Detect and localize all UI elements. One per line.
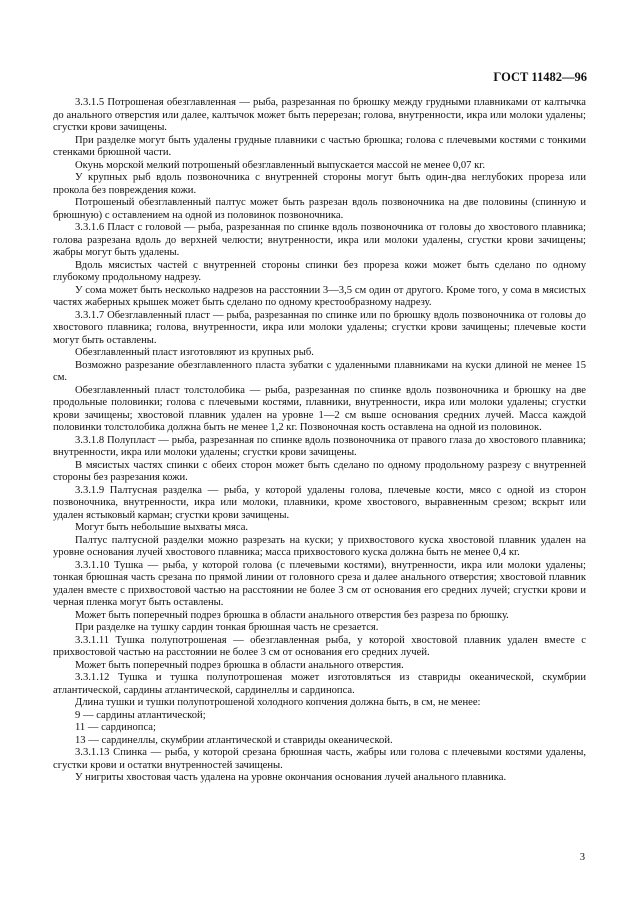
paragraph: 3.3.1.11 Тушка полупотрошеная — обезглавленная рыба, у которой хвостовой плавник удален вместе с прихвостовой частью на расстоянии не более 3 см от основания его средних лучей. (53, 634, 586, 658)
paragraph: У крупных рыб вдоль позвоночника с внутренней стороны могут быть один-два неглубоких прореза или прокола без повреждения кожи. (53, 172, 586, 196)
paragraph: У нигриты хвостовая часть удалена на уровне окончания основания лучей анального плавника. (75, 772, 507, 783)
paragraph: Может быть поперечный подрез брюшка в области анального отверстия. (75, 659, 404, 671)
paragraph: Окунь морской мелкий потрошеный обезглавленный выпускается массой не менее 0,07 кг. (75, 159, 486, 171)
paragraph: 3.3.1.5 Потрошеная обезглавленная — рыба, разрезанная по брюшку между грудными плавниками от калтычка до анального отверстия или далее, калтычок может быть перерезан; голова, внутренности, икра или молоки удалены; сгустки крови зачищены. (53, 97, 586, 133)
paragraph: В мясистых частях спинки с обеих сторон может быть сделано по одному продольному разрезу с внутренней стороны без разрезания кожи. (53, 459, 586, 483)
paragraph: При разделке на тушку сардин тонкая брюшная часть не срезается. (75, 622, 379, 633)
page-number: 3 (579, 852, 585, 863)
paragraph: Палтус палтусной разделки можно разрезать на куски; у прихвостового куска хвостовой плавник удален на уровне основания лучей хвостового плавника; масса прихвостового куска должна быть не менее 0,4 кг. (53, 534, 586, 558)
document-body (53, 97, 586, 785)
paragraph: При разделке могут быть удалены грудные плавники с частью брюшка; голова с плечевыми костями с тонкими стенками брюшной части. (53, 134, 586, 158)
paragraph: Обезглавленный пласт изготовляют из крупных рыб. (75, 347, 314, 358)
list-item: 11 — сардинопса; (75, 722, 156, 733)
paragraph: 3.3.1.6 Пласт с головой — рыба, разрезанная по спинке вдоль позвоночника от головы до хвостового плавника; голова разрезана вдоль до верхней челюсти; внутренности, икра или молоки удалены, сгустки крови зачищены; жабры могут быть удалены. (53, 222, 586, 258)
paragraph: 3.3.1.9 Палтусная разделка — рыба, у которой удалены голова, плечевые кости, мясо с одной из сторон позвоночника, внутренности, икра или молоки, плавники, кроме хвостового, выравненным срезом; вскрыт или удален ястыковый карман; сгустки крови зачищены. (53, 484, 586, 521)
paragraph: 3.3.1.8 Полупласт — рыба, разрезанная по спинке вдоль позвоночника от правого глаза до хвостового плавника; внутренности, икра или молоки удалены; сгустки крови зачищены. (53, 434, 586, 458)
paragraph: Может быть поперечный подрез брюшка в области анального отверстия без разреза по брюшку. (75, 609, 509, 621)
paragraph: Вдоль мясистых частей с внутренней стороны спинки без прореза кожи может быть сделано по одному глубокому продольному надрезу. (53, 259, 586, 283)
paragraph: 3.3.1.13 Спинка — рыба, у которой срезана брюшная часть, жабры или голова с плечевыми костями удалены, сгустки крови и остатки внутренностей зачищены. (53, 747, 586, 771)
paragraph: Возможно разрезание обезглавленного пласта зубатки с удаленными плавниками на куски длиной не менее 15 см. (53, 359, 586, 383)
paragraph: 3.3.1.7 Обезглавленный пласт — рыба, разрезанная по спинке или по брюшку вдоль позвоночника от головы до хвостового плавника; голова, внутренности, икра или молоки удалены; сгустки крови зачищены; плечевые кости могут быть оставлены. (53, 309, 586, 346)
paragraph: 3.3.1.10 Тушка — рыба, у которой голова (с плечевыми костями), внутренности, икра или молоки удалены; тонкая брюшная часть срезана по прямой линии от головного среза и далее анального отверстия; хвостовой плавник удален вместе с прихвостовой частью на расстоянии не более 3 см от основания его средних лучей; сгустки крови и черная пленка могут быть оставлены. (53, 559, 586, 608)
paragraph: Могут быть небольшие выхваты мяса. (75, 522, 249, 533)
paragraph: У сома может быть несколько надрезов на расстоянии 3—3,5 см один от другого. Кроме того, у сома в мясистых частях жаберных крышек может быть сделано по одному крестообразному надрезу. (53, 284, 586, 308)
paragraph: Длина тушки и тушки полупотрошеной холодного копчения должна быть, в см, не менее: (75, 697, 481, 708)
document-header: ГОСТ 11482—96 (493, 70, 587, 84)
list-item: 9 — сардины атлантической; (75, 709, 206, 721)
paragraph: 3.3.1.12 Тушка и тушка полупотрошеная может изготовляться из ставриды океанической, скумбрии атлантической, сардины атлантической, сардинеллы и сардинопса. (53, 672, 586, 696)
list-item: 13 — сардинеллы, скумбрии атлантической и ставриды океанической. (75, 734, 393, 746)
paragraph: Потрошеный обезглавленный палтус может быть разрезан вдоль позвоночника на две половины (спинную и брюшную) с оставлением на одной из половинок позвоночника. (53, 197, 586, 221)
paragraph: Обезглавленный пласт толстолобика — рыба, разрезанная по спинке вдоль позвоночника и брюшку на две продольные половинки; голова с плечевыми костями, плавники, внутренности, икра или молоки удалены; сгустки крови зачищены; хвостовой плавник удален на уровне 1—2 см выше основания средних лучей. Масса каждой половинки толстолобика должна быть не менее 1,2 кг. Позвоночная кость оставлена на одной из половинок. (53, 384, 586, 433)
